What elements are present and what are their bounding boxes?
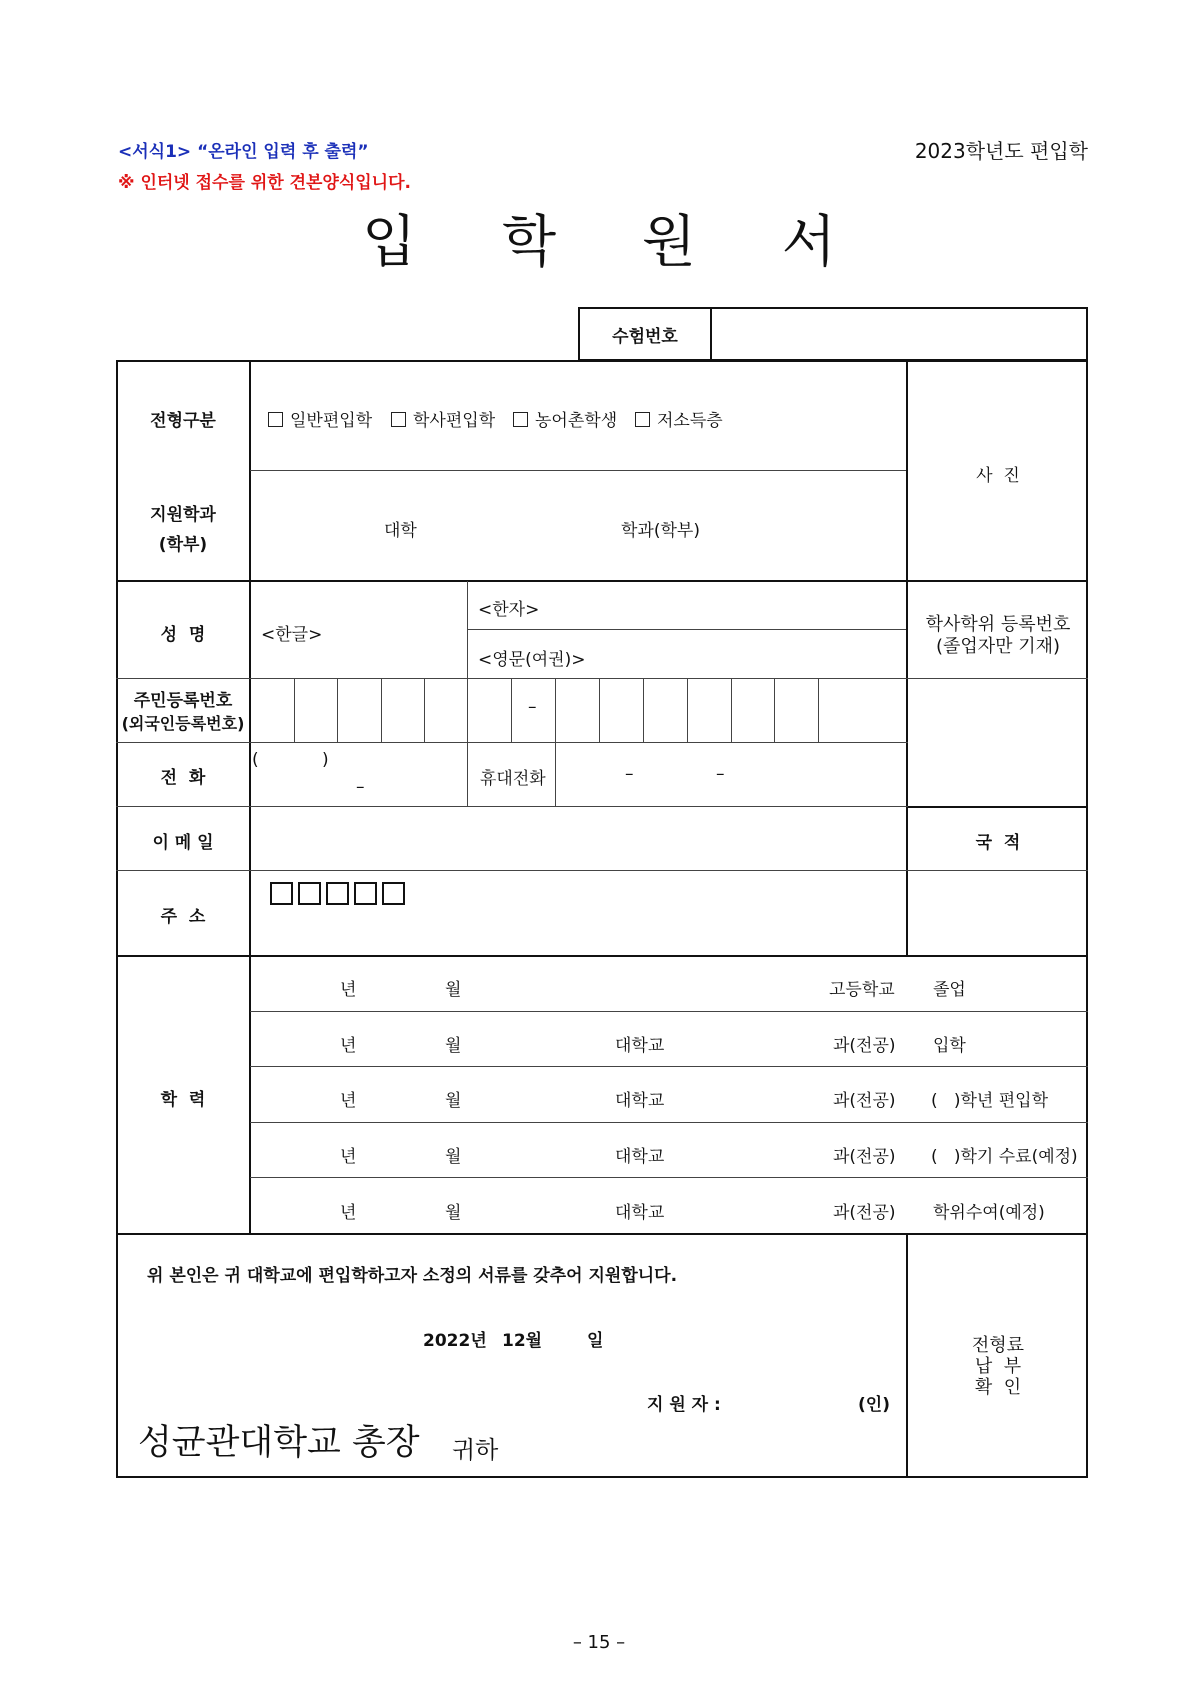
resident-id-field[interactable] (251, 680, 906, 742)
sample-notice: ※ 인터넷 접수를 위한 견본양식입니다. (118, 173, 411, 193)
declaration-month: 12월 (502, 1331, 543, 1351)
phone-field[interactable] (251, 744, 466, 806)
admission-option-bachelor[interactable]: 학사편입학 (391, 406, 495, 431)
name-label: 성 명 (160, 625, 206, 645)
nationality-field[interactable] (908, 872, 1088, 954)
president-name: 성균관대학교 총장 (138, 1423, 420, 1463)
edu-dept: 과(전공) (833, 1091, 896, 1111)
mobile-dash-1: – (625, 764, 634, 784)
name-hanja-field[interactable]: <한자> (478, 600, 540, 620)
exam-number-label: 수험번호 (612, 327, 678, 347)
edu-month: 월 (445, 1203, 462, 1223)
mobile-field[interactable] (557, 744, 905, 806)
edu-dept: 고등학교 (829, 980, 895, 1000)
edu-month: 월 (445, 1147, 462, 1167)
resident-id-label-line2: (외국인등록번호) (121, 714, 245, 733)
phone-paren-close: ) (322, 750, 329, 770)
edu-status: 입학 (933, 1036, 966, 1056)
zip-box-4[interactable] (354, 882, 377, 905)
page-number: – 15 – (572, 1632, 626, 1653)
college-field[interactable]: 대학 (384, 521, 417, 541)
degree-reg-label: 학사학위 등록번호 (925, 614, 1071, 635)
name-english-field[interactable]: <영문(여권)> (478, 650, 586, 670)
edu-month: 월 (445, 1091, 462, 1111)
applicant-label: 지 원 자 : (647, 1395, 721, 1415)
zip-box-1[interactable] (270, 882, 293, 905)
edu-status: 학위수여(예정) (933, 1203, 1045, 1223)
zip-box-3[interactable] (326, 882, 349, 905)
phone-dash: – (356, 777, 365, 797)
form-code: <서식1> “온라인 입력 후 출력” (118, 142, 369, 162)
resident-id-label-line1: 주민등록번호 (133, 691, 233, 711)
admission-option-rural[interactable]: 농어촌학생 (513, 406, 617, 431)
edu-school: 대학교 (615, 1147, 665, 1167)
seal-mark: (인) (858, 1395, 890, 1415)
department-label-line2: (학부) (158, 535, 208, 555)
admission-option-general[interactable]: 일반편입학 (268, 406, 372, 431)
edu-dept: 과(전공) (833, 1036, 896, 1056)
phone-paren-open: ( (252, 750, 259, 770)
edu-status: ( )학년 편입학 (931, 1091, 1048, 1111)
degree-reg-note: (졸업자만 기재) (935, 636, 1061, 657)
email-label: 이 메 일 (152, 833, 214, 853)
edu-school: 대학교 (615, 1091, 665, 1111)
year-title: 2023학년도 편입학 (914, 139, 1088, 163)
edu-year: 년 (340, 980, 357, 1000)
edu-school: 대학교 (615, 1203, 665, 1223)
address-field[interactable] (251, 910, 906, 954)
edu-year: 년 (340, 1091, 357, 1111)
edu-month: 월 (445, 980, 462, 1000)
zip-box-2[interactable] (298, 882, 321, 905)
edu-year: 년 (340, 1036, 357, 1056)
name-korean-field[interactable]: <한글> (261, 625, 323, 645)
declaration-day: 일 (587, 1331, 604, 1351)
degree-reg-field[interactable] (908, 680, 1088, 806)
edu-year: 년 (340, 1147, 357, 1167)
checkbox-icon (391, 412, 406, 427)
exam-number-field[interactable] (714, 309, 1086, 359)
checkbox-icon (268, 412, 283, 427)
education-label: 학 력 (160, 1090, 206, 1110)
checkbox-icon (635, 412, 650, 427)
email-field[interactable] (251, 808, 906, 870)
mobile-dash-2: – (716, 764, 725, 784)
edu-dept: 과(전공) (833, 1147, 896, 1167)
honorific: 귀하 (452, 1436, 499, 1464)
nationality-label: 국 적 (975, 833, 1021, 853)
photo-label: 사 진 (976, 466, 1020, 486)
edu-month: 월 (445, 1036, 462, 1056)
zip-box-5[interactable] (382, 882, 405, 905)
applicant-signature-field[interactable] (735, 1380, 850, 1416)
fee-label-line2: 납 부 (974, 1356, 1022, 1377)
mobile-label: 휴대전화 (480, 769, 546, 789)
admission-type-label: 전형구분 (150, 411, 216, 431)
page-title: 입 학 원 서 (362, 210, 870, 275)
declaration-year: 2022년 (423, 1331, 487, 1351)
major-field[interactable]: 학과(학부) (621, 521, 700, 541)
department-label-line1: 지원학과 (150, 505, 216, 525)
fee-label-line3: 확 인 (974, 1377, 1022, 1398)
checkbox-icon (513, 412, 528, 427)
phone-label: 전 화 (160, 768, 206, 788)
edu-status: ( )학기 수료(예정) (931, 1147, 1078, 1167)
edu-status: 졸업 (933, 980, 966, 1000)
declaration-statement: 위 본인은 귀 대학교에 편입학하고자 소정의 서류를 갖추어 지원합니다. (147, 1266, 678, 1286)
fee-label-line1: 전형료 (971, 1335, 1025, 1356)
edu-dept: 과(전공) (833, 1203, 896, 1223)
admission-option-low-income[interactable]: 저소득층 (635, 406, 723, 431)
edu-year: 년 (340, 1203, 357, 1223)
address-label: 주 소 (160, 907, 206, 927)
resident-id-dash: – (528, 697, 537, 717)
edu-school: 대학교 (615, 1036, 665, 1056)
